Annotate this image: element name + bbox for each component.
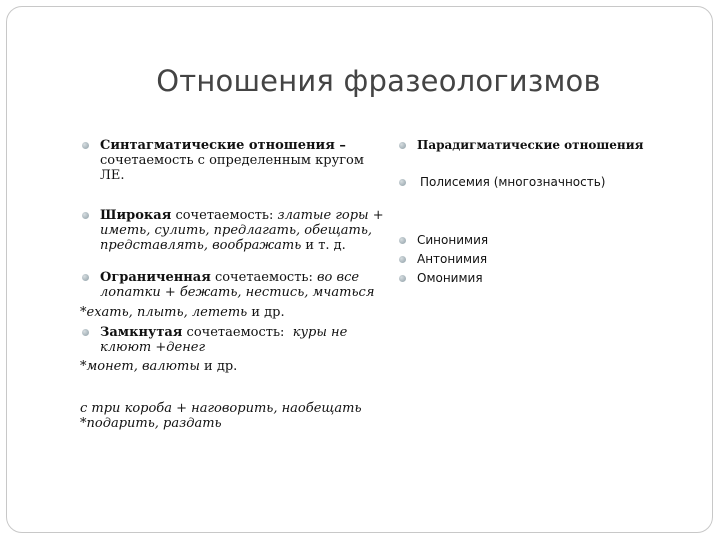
- limited-extra: [80, 305, 285, 320]
- limited-rest: сочетаемость:: [210, 270, 317, 285]
- syntagmatic-item: [100, 138, 364, 183]
- limited-example: во все: [316, 270, 360, 285]
- wide-line3b: и т. д.: [301, 238, 346, 253]
- tail-line1: с три короба + наговорить, наобещать: [80, 401, 362, 416]
- syntagmatic-term: Синтагматические отношения –: [100, 138, 346, 153]
- bullet-icon: [82, 274, 89, 281]
- bullet-icon: [82, 329, 89, 336]
- limited-line2: лопатки + бежать, нестись, мчаться: [100, 285, 375, 300]
- homonymy-item: Омонимия: [417, 271, 483, 285]
- limited-item: [100, 270, 374, 300]
- limited-term: Ограниченная: [100, 270, 211, 285]
- wide-example: златые горы +: [277, 208, 384, 223]
- slide-title: Отношения фразеологизмов: [156, 64, 601, 98]
- closed-extra-b: и др.: [199, 359, 238, 374]
- wide-line3a: представлять, воображать: [100, 238, 302, 253]
- bullet-icon: [82, 142, 89, 149]
- wide-line2: иметь, сулить, предлагать, обещать,: [100, 223, 373, 238]
- closed-example: куры не: [292, 325, 348, 340]
- bullet-icon: [82, 212, 89, 219]
- bullet-icon: [399, 256, 406, 263]
- synonymy-item: Синонимия: [417, 233, 489, 247]
- tail-block: [80, 401, 362, 431]
- limited-extra-a: *ехать, плыть, лететь: [80, 305, 248, 320]
- closed-line2: клюют +денег: [100, 340, 206, 355]
- syntagmatic-line2: сочетаемость с определенным кругом: [100, 153, 364, 168]
- wide-term: Широкая: [100, 208, 172, 223]
- limited-extra-b: и др.: [247, 305, 285, 320]
- tail-line2: *подарить, раздать: [80, 416, 222, 431]
- closed-extra-a: *монет, валюты: [80, 359, 200, 374]
- polysemy-item: Полисемия (многозначность): [420, 175, 606, 189]
- closed-item: [100, 325, 347, 355]
- antonymy-item: Антонимия: [417, 252, 488, 266]
- bullet-icon: [399, 142, 406, 149]
- bullet-icon: [399, 275, 406, 282]
- syntagmatic-line3: ЛЕ.: [100, 168, 125, 183]
- wide-rest: сочетаемость:: [171, 208, 278, 223]
- paradigmatic-item: Парадигматические отношения: [417, 138, 644, 152]
- bullet-icon: [399, 179, 406, 186]
- bullet-icon: [399, 237, 406, 244]
- closed-term: Замкнутая: [100, 325, 183, 340]
- wide-item: [100, 208, 384, 253]
- closed-rest: сочетаемость:: [182, 325, 293, 340]
- closed-extra: [80, 359, 237, 374]
